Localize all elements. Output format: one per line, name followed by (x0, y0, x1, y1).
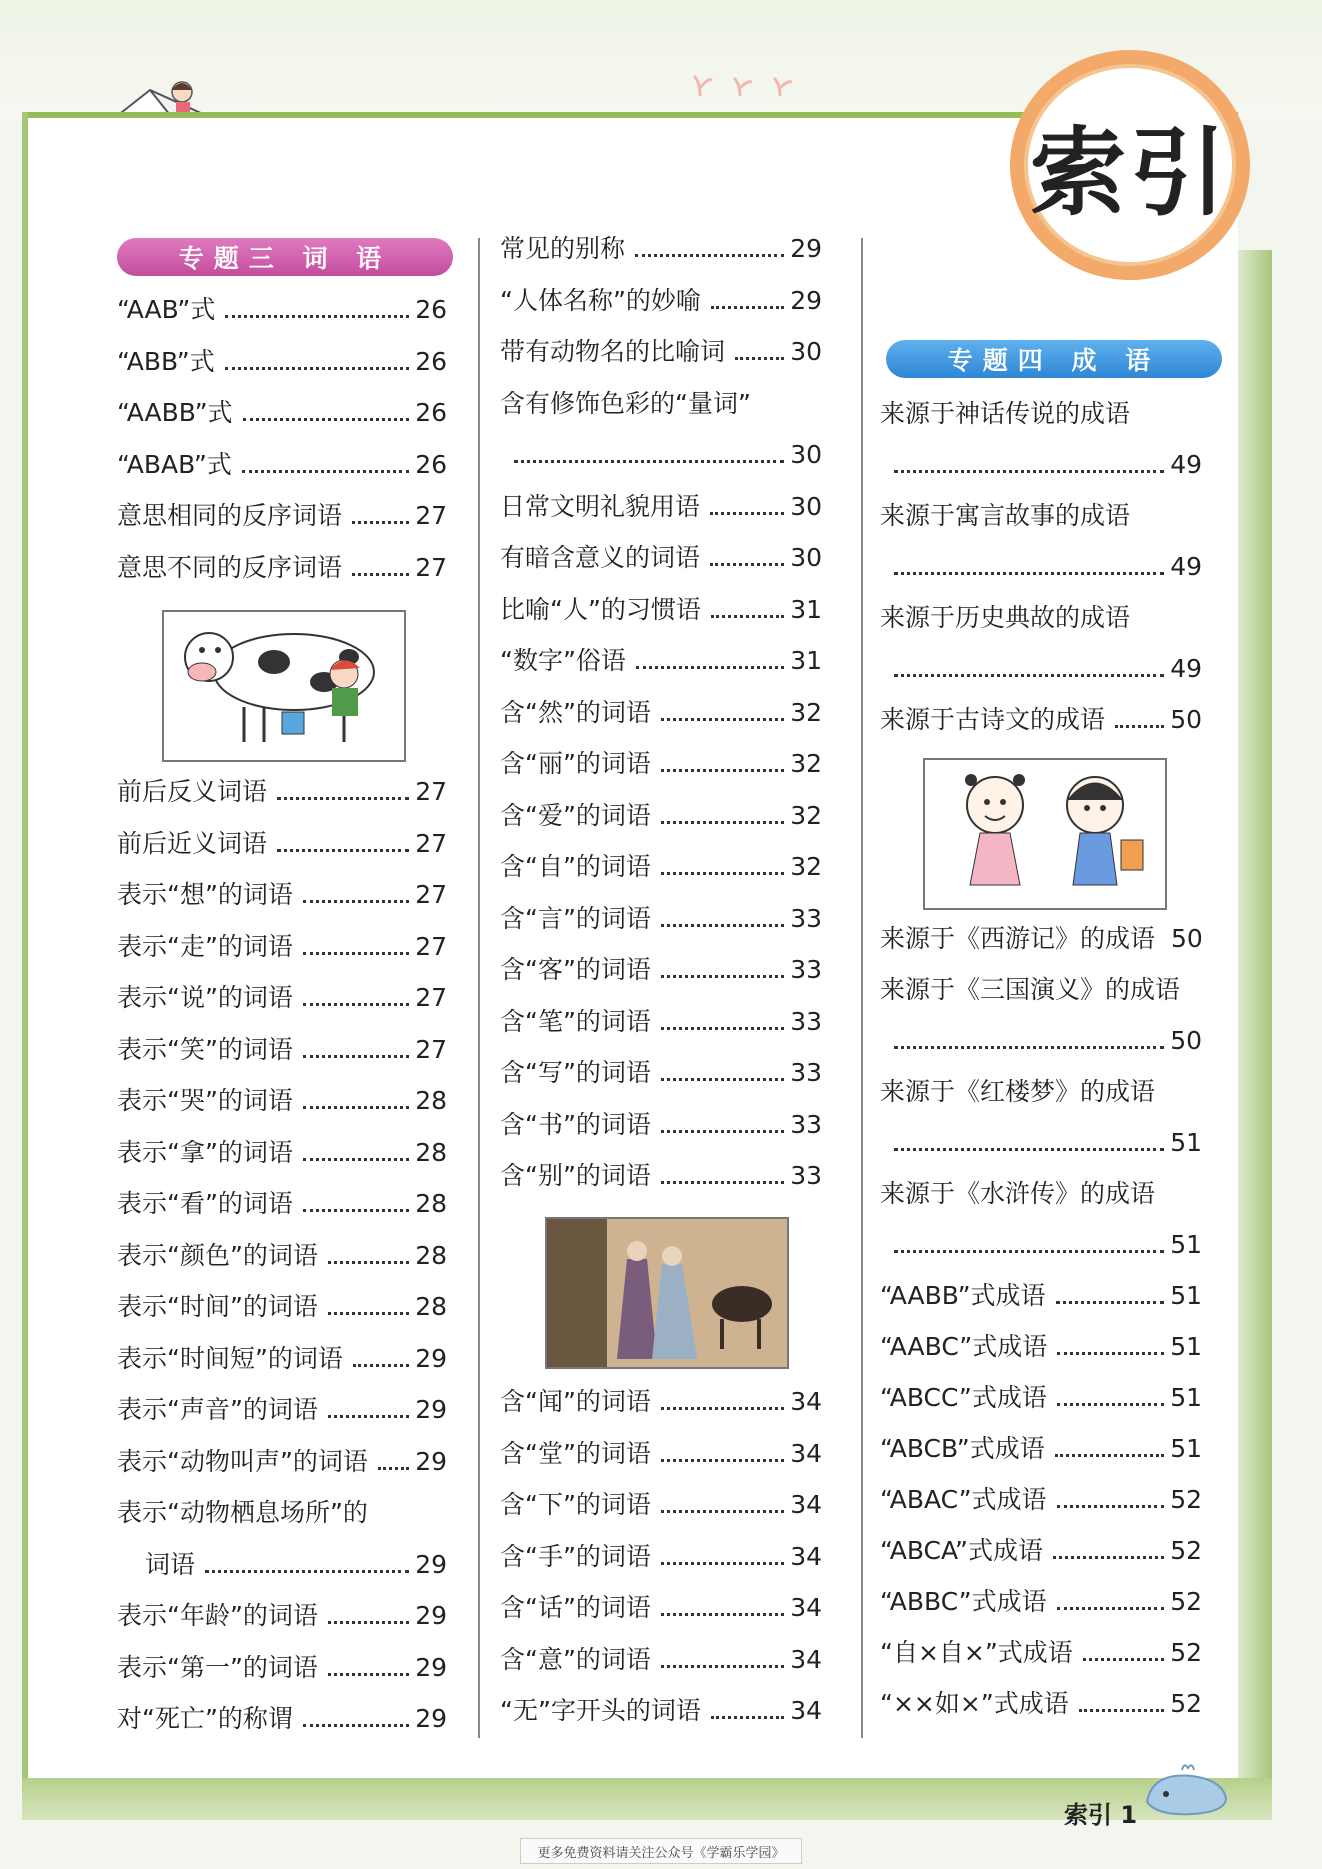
index-entry[interactable] (880, 1177, 1202, 1209)
cow-icon (164, 612, 404, 760)
index-entry-page: 33 (790, 1161, 822, 1190)
index-entry[interactable] (500, 1385, 822, 1417)
index-entry-title: 含“手”的词语 (500, 1541, 651, 1571)
index-entry-page: 34 (790, 1438, 822, 1468)
dot-leader (205, 1570, 409, 1573)
index-entry[interactable] (880, 550, 1202, 582)
index-entry-page: 30 (790, 337, 822, 366)
index-entry-title: 含“堂”的词语 (500, 1438, 651, 1468)
index-entry-page: 29 (415, 1549, 447, 1579)
index-entry-title: 含“别”的词语 (500, 1161, 651, 1190)
index-entry[interactable] (500, 387, 822, 419)
index-entry-title: 带有动物名的比喻词 (500, 337, 726, 366)
index-entry-page: 27 (415, 501, 447, 530)
index-entry[interactable] (117, 448, 447, 480)
index-entry-page: 26 (415, 398, 447, 427)
index-entry[interactable] (500, 1056, 822, 1088)
index-entry-title: 对“死亡”的称谓 (117, 1704, 293, 1733)
index-entry[interactable] (117, 1599, 447, 1631)
index-entry-title: 含“下”的词语 (500, 1490, 651, 1519)
index-entry[interactable] (500, 284, 822, 316)
index-entry-title: 来源于《西游记》的成语 (880, 924, 1156, 953)
dot-leader (661, 1459, 784, 1462)
dot-leader (242, 470, 409, 473)
dot-leader (303, 1003, 409, 1006)
index-entry-title: 意思相同的反序词语 (117, 501, 343, 530)
index-entry-page: 29 (415, 1446, 447, 1476)
index-entry-title: 前后反义词语 (117, 777, 268, 806)
index-entry-page: 27 (415, 931, 447, 961)
index-entry-page: 51 (1170, 1434, 1202, 1463)
index-entry[interactable] (500, 490, 822, 522)
index-entry-title: 含“客”的词语 (500, 955, 651, 984)
index-entry[interactable] (880, 973, 1202, 1005)
index-entry-page: 52 (1170, 1485, 1202, 1514)
index-entry-title: “ABBC”式成语 (880, 1587, 1047, 1616)
index-entry[interactable] (117, 1239, 447, 1271)
dot-leader (661, 975, 784, 978)
index-entry[interactable] (880, 1636, 1202, 1668)
index-entry[interactable] (880, 1279, 1202, 1311)
index-entry-page: 52 (1170, 1536, 1202, 1565)
dot-leader (225, 315, 409, 318)
index-entry[interactable] (117, 1445, 447, 1477)
index-entry-title: “数字”俗语 (500, 646, 626, 675)
index-entry[interactable] (500, 541, 822, 573)
index-entry-title: 来源于古诗文的成语 (880, 705, 1106, 734)
index-entry-page: 29 (415, 1652, 447, 1682)
dot-leader (661, 1665, 784, 1668)
index-entry-title: 表示“年龄”的词语 (117, 1601, 318, 1630)
index-entry-title: “ABCC”式成语 (880, 1383, 1047, 1412)
index-entry-title: 含“自”的词语 (500, 852, 651, 881)
dot-leader (711, 615, 784, 618)
index-entry-title: 来源于《红楼梦》的成语 (880, 1077, 1156, 1106)
index-entry[interactable] (880, 1228, 1202, 1260)
index-entry[interactable] (117, 551, 447, 583)
dot-leader (661, 1181, 784, 1184)
index-entry-title: “AAB”式 (117, 295, 216, 324)
dot-leader (894, 1148, 1164, 1151)
index-entry-page: 51 (1170, 1230, 1202, 1259)
dot-leader (894, 1250, 1164, 1253)
index-entry[interactable] (117, 878, 447, 910)
dot-leader (303, 1158, 409, 1161)
index-entry[interactable] (117, 1290, 447, 1322)
dot-leader (1057, 1607, 1165, 1610)
dot-leader (303, 1106, 409, 1109)
index-entry-title: 含“闻”的词语 (500, 1387, 651, 1416)
index-entry-title: 表示“动物叫声”的词语 (117, 1446, 368, 1476)
index-entry-title: “AABB”式 (117, 398, 233, 427)
index-entry-page: 29 (415, 1601, 447, 1630)
index-entry-title: 表示“笑”的词语 (117, 1034, 293, 1064)
index-entry[interactable] (880, 448, 1202, 480)
dot-leader (328, 1621, 409, 1624)
index-entry[interactable] (117, 1187, 447, 1219)
dot-leader (894, 674, 1164, 677)
index-entry[interactable] (500, 1159, 822, 1191)
index-entry-title: 含“然”的词语 (500, 697, 651, 727)
dot-leader (352, 573, 409, 576)
index-entry[interactable] (117, 1548, 447, 1580)
index-entry[interactable] (500, 747, 822, 779)
index-entry-page: 28 (415, 1086, 447, 1115)
index-entry[interactable] (500, 335, 822, 367)
title-badge-inner (1024, 64, 1236, 266)
index-entry-title: 含“丽”的词语 (500, 749, 651, 778)
index-entry[interactable] (117, 1702, 447, 1734)
index-entry[interactable] (500, 593, 822, 625)
dot-leader (661, 1027, 784, 1030)
dot-leader (303, 952, 409, 955)
index-entry-title: 表示“颜色”的词语 (117, 1240, 318, 1270)
index-entry-page: 34 (790, 1490, 822, 1519)
index-entry-title: 表示“拿”的词语 (117, 1137, 293, 1167)
index-entry[interactable] (500, 1005, 822, 1037)
index-entry-page: 34 (790, 1387, 822, 1416)
index-entry-title: “AABB”式成语 (880, 1281, 1046, 1310)
index-entry-title: “ABCB”式成语 (880, 1434, 1045, 1463)
index-entry[interactable] (117, 1033, 447, 1065)
index-entry-title: “ABAC”式成语 (880, 1485, 1047, 1514)
index-entry-title: 比喻“人”的习惯语 (500, 594, 701, 624)
index-entry[interactable] (500, 902, 822, 934)
index-entry-title: 表示“看”的词语 (117, 1189, 293, 1218)
index-entry[interactable] (500, 1437, 822, 1469)
index-entry-page: 28 (415, 1240, 447, 1270)
dot-leader (661, 821, 784, 824)
index-entry-title: 表示“时间”的词语 (117, 1292, 318, 1321)
dot-leader (303, 1209, 409, 1212)
index-entry-title: 表示“时间短”的词语 (117, 1343, 343, 1373)
index-entry-page: 29 (415, 1343, 447, 1373)
index-entry[interactable] (500, 799, 822, 831)
index-entry[interactable] (880, 1585, 1202, 1617)
index-entry[interactable] (880, 499, 1202, 531)
index-entry[interactable] (117, 1393, 447, 1425)
index-entry-page: 52 (1170, 1587, 1202, 1616)
index-entry-title: 含“书”的词语 (500, 1109, 651, 1139)
index-entry-page: 32 (790, 852, 822, 881)
dot-leader (710, 512, 784, 515)
dot-leader (378, 1467, 409, 1470)
dot-leader (1057, 1352, 1164, 1355)
footer-note: 更多免费资料请关注公众号《学霸乐学园》 (520, 1838, 802, 1864)
index-entry-page: 30 (790, 543, 822, 572)
column-divider (861, 238, 863, 1738)
index-entry-page: 29 (415, 1395, 447, 1424)
index-entry-title: “ABB”式 (117, 346, 215, 376)
index-entry-title: “ABAB”式 (117, 449, 232, 479)
index-entry[interactable] (880, 1687, 1202, 1719)
index-entry-page: 32 (790, 749, 822, 778)
index-entry[interactable] (880, 601, 1202, 633)
kids-icon (925, 760, 1165, 908)
index-entry-title: “无”字开头的词语 (500, 1696, 701, 1725)
index-entry-page: 34 (790, 1541, 822, 1571)
dot-leader (1057, 1505, 1165, 1508)
dot-leader (243, 418, 410, 421)
dot-leader (1056, 1301, 1165, 1304)
dot-leader (303, 900, 409, 903)
index-entry-title: “××如×”式成语 (880, 1689, 1069, 1718)
index-entry-title: 含“爱”的词语 (500, 800, 651, 830)
dot-leader (225, 367, 409, 370)
index-entry-title: 表示“声音”的词语 (117, 1395, 318, 1424)
index-entry[interactable] (500, 438, 822, 470)
index-entry-page: 50 (1170, 1026, 1202, 1055)
index-entry[interactable] (880, 1381, 1202, 1413)
index-entry-title: 来源于《水浒传》的成语 (880, 1179, 1156, 1208)
dot-leader (661, 1130, 784, 1133)
dot-leader (277, 797, 409, 800)
index-entry-page: 33 (790, 903, 822, 933)
index-entry[interactable] (117, 1496, 447, 1528)
index-entry-page: 27 (415, 983, 447, 1012)
dot-leader (894, 470, 1164, 473)
figures-icon (547, 1219, 787, 1367)
index-entry-title: 前后近义词语 (117, 828, 268, 858)
dot-leader (352, 521, 409, 524)
index-entry-page: 51 (1170, 1128, 1202, 1157)
index-entry-page: 33 (790, 955, 822, 984)
index-entry-title: “AABC”式成语 (880, 1332, 1048, 1361)
dot-leader (1055, 1454, 1164, 1457)
index-entry-page: 26 (415, 346, 447, 376)
ancient-painting-illustration (545, 1217, 789, 1369)
index-entry[interactable] (117, 1136, 447, 1168)
dot-leader (277, 849, 409, 852)
index-entry[interactable] (117, 1342, 447, 1374)
index-entry-title: 含“话”的词语 (500, 1593, 651, 1622)
index-entry-page: 27 (415, 1034, 447, 1064)
index-entry-page: 34 (790, 1593, 822, 1622)
index-entry[interactable] (880, 1534, 1202, 1566)
dot-leader (1079, 1709, 1164, 1712)
index-entry-page: 33 (790, 1058, 822, 1087)
index-entry[interactable] (500, 232, 822, 264)
index-entry[interactable] (117, 775, 447, 807)
index-entry[interactable] (117, 1084, 447, 1116)
index-entry[interactable] (880, 652, 1202, 684)
dot-leader (1053, 1556, 1164, 1559)
dot-leader (661, 718, 784, 721)
section-header-topic-4: 专题四 成 语 (886, 340, 1222, 378)
index-entry[interactable] (880, 397, 1202, 429)
index-entry[interactable] (500, 953, 822, 985)
dot-leader (894, 572, 1164, 575)
page-title: 索引 (1030, 116, 1230, 229)
index-entry[interactable] (880, 922, 1202, 954)
index-entry[interactable] (500, 696, 822, 728)
dot-leader (661, 1078, 784, 1081)
dot-leader (303, 1055, 409, 1058)
index-entry-page: 49 (1170, 654, 1202, 683)
dot-leader (661, 1562, 784, 1565)
dot-leader (328, 1415, 409, 1418)
index-entry[interactable] (500, 1643, 822, 1675)
index-entry-title: “ABCA”式成语 (880, 1536, 1043, 1565)
index-entry-page: 51 (1170, 1281, 1202, 1310)
index-entry[interactable] (880, 1126, 1202, 1158)
section-header-topic-3: 专题三 词 语 (117, 238, 453, 276)
index-entry-title: 含“意”的词语 (500, 1644, 651, 1674)
index-entry-page: 50 (1171, 924, 1203, 953)
index-entry[interactable] (117, 827, 447, 859)
whale-icon (1142, 1762, 1232, 1822)
index-entry-title: 表示“说”的词语 (117, 983, 293, 1012)
dot-leader (661, 769, 784, 772)
index-entry-title: 来源于历史典故的成语 (880, 603, 1131, 632)
flower-decoration (690, 68, 810, 98)
index-entry-page: 49 (1170, 450, 1202, 479)
index-entry-page: 32 (790, 800, 822, 830)
page-right-band (1238, 250, 1272, 1780)
dot-leader (710, 563, 784, 566)
dot-leader (661, 1613, 784, 1616)
index-entry[interactable] (880, 1483, 1202, 1515)
cow-milking-illustration (162, 610, 406, 762)
index-entry-title: 表示“动物栖息场所”的 (117, 1498, 368, 1527)
index-entry-page: 51 (1170, 1332, 1202, 1361)
index-entry-title: 来源于神话传说的成语 (880, 399, 1131, 428)
index-entry-page: 27 (415, 828, 447, 858)
index-entry[interactable] (880, 1024, 1202, 1056)
index-entry-page: 29 (790, 234, 822, 263)
index-entry-page: 30 (790, 440, 822, 469)
index-entry-title: 来源于寓言故事的成语 (880, 501, 1131, 530)
index-entry[interactable] (880, 1075, 1202, 1107)
index-entry-title: 表示“想”的词语 (117, 880, 293, 909)
index-entry-title: 词语 (145, 1549, 196, 1579)
index-entry[interactable] (880, 1432, 1202, 1464)
index-entry[interactable] (500, 644, 822, 676)
dot-leader (711, 1716, 784, 1719)
index-entry-title: 常见的别称 (500, 234, 626, 263)
index-entry[interactable] (117, 930, 447, 962)
index-entry-title: “自×自×”式成语 (880, 1638, 1073, 1667)
dot-leader (1083, 1658, 1164, 1661)
index-entry[interactable] (117, 345, 447, 377)
column-divider (478, 238, 480, 1738)
index-entry[interactable] (880, 1330, 1202, 1362)
index-entry[interactable] (500, 1591, 822, 1623)
index-entry-page: 51 (1170, 1383, 1202, 1412)
index-entry[interactable] (500, 1108, 822, 1140)
index-entry-page: 28 (415, 1137, 447, 1167)
dot-leader (353, 1364, 409, 1367)
index-entry[interactable] (500, 1540, 822, 1572)
index-entry-page: 50 (1170, 705, 1202, 734)
index-entry-title: 有暗含意义的词语 (500, 543, 701, 572)
index-entry[interactable] (500, 1694, 822, 1726)
index-entry-title: 表示“走”的词语 (117, 931, 293, 961)
index-entry-page: 34 (790, 1696, 822, 1725)
dot-leader (635, 254, 784, 257)
index-entry-page: 27 (415, 880, 447, 909)
index-entry-page: 32 (790, 697, 822, 727)
dot-leader (328, 1673, 409, 1676)
index-entry[interactable] (500, 850, 822, 882)
index-entry-title: 含“言”的词语 (500, 903, 651, 933)
index-entry-title: 日常文明礼貌用语 (500, 491, 701, 521)
index-entry-title: 意思不同的反序词语 (117, 552, 343, 582)
dot-leader (661, 872, 784, 875)
index-entry-page: 34 (790, 1644, 822, 1674)
index-entry-title: 含“写”的词语 (500, 1058, 651, 1087)
index-entry[interactable] (880, 703, 1202, 735)
dot-leader (661, 924, 784, 927)
dot-leader (711, 306, 784, 309)
index-entry[interactable] (117, 396, 447, 428)
index-entry-page: 52 (1170, 1638, 1202, 1667)
index-entry-page: 27 (415, 777, 447, 806)
index-entry-page: 27 (415, 552, 447, 582)
index-entry-page: 28 (415, 1292, 447, 1321)
index-entry[interactable] (117, 981, 447, 1013)
dot-leader (1115, 725, 1164, 728)
index-entry-page: 33 (790, 1109, 822, 1139)
index-entry-page: 26 (415, 295, 447, 324)
index-entry-title: 含“笔”的词语 (500, 1006, 651, 1036)
index-entry-page: 28 (415, 1189, 447, 1218)
index-entry-title: 表示“第一”的词语 (117, 1652, 318, 1682)
index-entry[interactable] (500, 1488, 822, 1520)
index-entry-title: 含有修饰色彩的“量词” (500, 388, 751, 418)
dot-leader (1057, 1403, 1164, 1406)
dot-leader (514, 460, 784, 463)
children-illustration (923, 758, 1167, 910)
index-entry-page: 26 (415, 449, 447, 479)
index-entry[interactable] (117, 293, 447, 325)
dot-leader (328, 1312, 409, 1315)
index-entry-page: 30 (790, 491, 822, 521)
index-entry-title: 表示“哭”的词语 (117, 1086, 293, 1115)
index-entry-title: “人体名称”的妙喻 (500, 285, 701, 315)
dot-leader (303, 1724, 409, 1727)
index-entry[interactable] (117, 1651, 447, 1683)
dot-leader (328, 1261, 409, 1264)
dot-leader (661, 1510, 784, 1513)
index-entry-page: 49 (1170, 552, 1202, 581)
index-entry[interactable] (117, 499, 447, 531)
dot-leader (735, 357, 784, 360)
index-entry-page: 31 (790, 594, 822, 624)
footer-page-label: 索引 1 (1064, 1801, 1138, 1829)
dot-leader (636, 666, 784, 669)
index-entry-page: 31 (790, 646, 822, 675)
dot-leader (661, 1407, 784, 1410)
index-entry-page: 29 (790, 285, 822, 315)
index-entry-page: 52 (1170, 1689, 1202, 1718)
index-entry-page: 33 (790, 1006, 822, 1036)
dot-leader (894, 1046, 1164, 1049)
index-entry-title: 来源于《三国演义》的成语 (880, 975, 1181, 1004)
index-entry-page: 29 (415, 1704, 447, 1733)
